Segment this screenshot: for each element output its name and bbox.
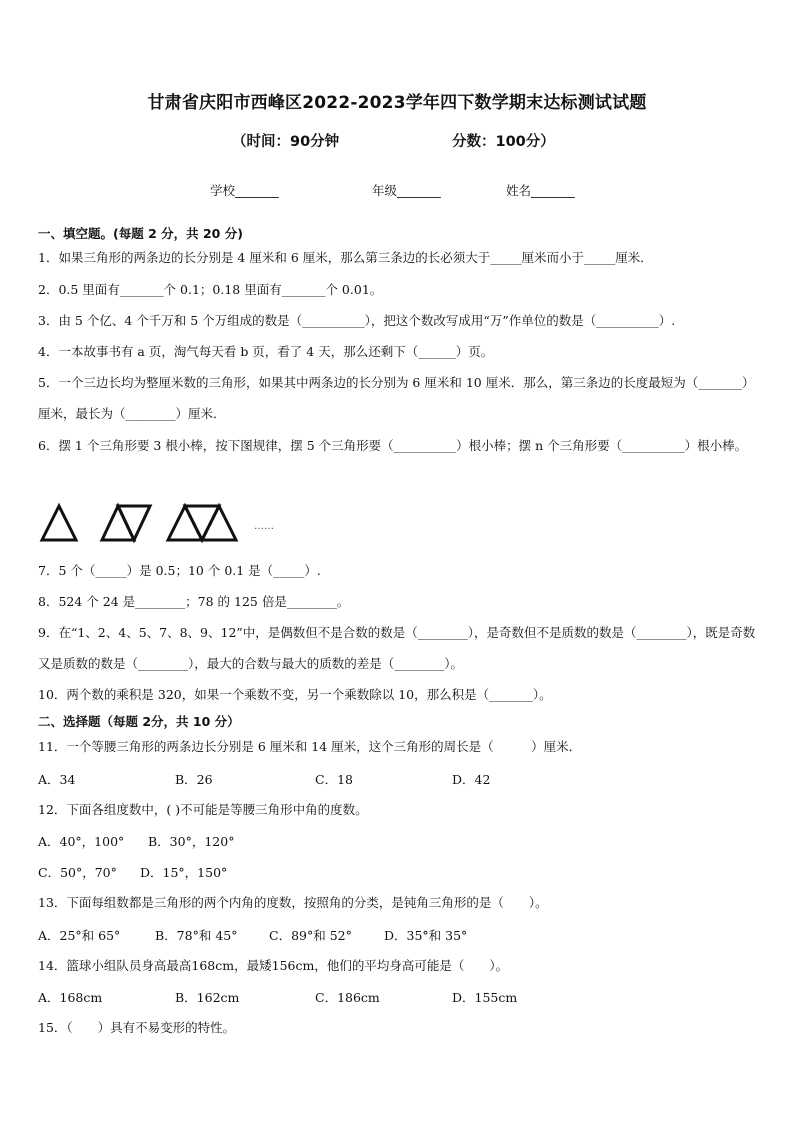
option-d[interactable]: D．15°，150° (140, 865, 228, 880)
option-c[interactable]: C．89°和 52° (269, 928, 352, 943)
question-5: 5．一个三边长均为整厘米数的三角形，如果其中两条边的长分别为 6 厘米和 10 厘米．那么，第三条边的长度最短为（_______）厘米，最长为（________）厘米． (38, 375, 755, 421)
page-title: 甘肃省庆阳市西峰区2022-2023学年四下数学期末达标测试试题 (147, 93, 647, 113)
question-13-options (38, 926, 758, 944)
question-3: 3．由 5 个亿、4 个千万和 5 个万组成的数是（__________），把这个数改写成用“万”作单位的数是（__________）. (38, 313, 676, 328)
question-13: 13．下面每组数都是三角形的两个内角的度数，按照角的分类，是钝角三角形的是（ ）。 (38, 895, 548, 910)
question-10: 10．两个数的乘积是 320，如果一个乘数不变，另一个乘数除以 10，那么积是（_______）。 (38, 687, 552, 702)
option-c[interactable]: C．186cm (315, 990, 380, 1005)
question-7: 7．5 个（_____）是 0.5；10 个 0.1 是（_____）. (38, 563, 321, 578)
question-11-options (38, 770, 758, 788)
section-choice-title: 二、选择题（每题 2分，共 10 分） (38, 714, 240, 729)
question-8: 8．524 个 24 是________；78 的 125 倍是________。 (38, 594, 350, 609)
option-b[interactable]: B．78°和 45° (155, 928, 238, 943)
exam-score: 分数：100分） (452, 134, 555, 150)
grade-field[interactable]: 年级_______ (372, 183, 441, 198)
option-b[interactable]: B．162cm (175, 990, 240, 1005)
question-2: 2．0.5 里面有_______个 0.1；0.18 里面有_______个 0.01。 (38, 282, 383, 297)
option-d[interactable]: D．155cm (452, 990, 518, 1005)
triangle-sticks-illustration (38, 500, 298, 546)
question-11: 11．一个等腰三角形的两条边长分别是 6 厘米和 14 厘米，这个三角形的周长是（ ）厘米． (38, 739, 582, 754)
question-12: 12．下面各组度数中，( )不可能是等腰三角形中角的度数。 (38, 802, 368, 817)
question-14: 14．篮球小组队员身高最高168cm，最矮156cm，他们的平均身高可能是（ ）。 (38, 958, 509, 973)
section-fill-in-title: 一、填空题。(每题 2 分，共 20 分) (38, 226, 243, 241)
option-a[interactable]: A．34 (38, 772, 76, 787)
question-14-options (38, 988, 758, 1006)
triangle-3b (185, 506, 219, 540)
option-b[interactable]: B．30°，120° (148, 834, 235, 849)
triangle-1 (42, 506, 76, 540)
triangle-2b (118, 506, 150, 540)
exam-time: （时间：90分钟 (232, 134, 340, 150)
option-a[interactable]: A．168cm (38, 990, 103, 1005)
option-a[interactable]: A．40°，100° (38, 834, 125, 849)
triangle-pattern-figure (38, 500, 298, 550)
triangle-2a (102, 506, 134, 540)
question-9: 9．在“1、2、4、5、7、8、9、12”中，是偶数但不是合数的数是（________），是奇数但不是质数的数是（________），既是奇数又是质数的数是（________），最大的合数与最大的质数的差是（________）。 (38, 625, 756, 671)
triangle-3c (202, 506, 236, 540)
option-d[interactable]: D．35°和 35° (384, 928, 468, 943)
school-field[interactable]: 学校_______ (210, 183, 279, 198)
option-c[interactable]: C．18 (315, 772, 353, 787)
option-a[interactable]: A．25°和 65° (38, 928, 121, 943)
option-d[interactable]: D．42 (452, 772, 491, 787)
question-6: 6．摆 1 个三角形要 3 根小棒，按下图规律，摆 5 个三角形要（__________）根小棒；摆 n 个三角形要（__________）根小棒。 (38, 438, 748, 453)
question-12-options-row1 (38, 832, 758, 850)
question-15: 15．（ ）具有不易变形的特性。 (38, 1020, 236, 1035)
question-12-options-row2 (38, 863, 758, 881)
question-4: 4．一本故事书有 a 页，淘气每天看 b 页，看了 4 天，那么还剩下（______）页。 (38, 344, 494, 359)
name-field[interactable]: 姓名_______ (506, 183, 575, 198)
option-c[interactable]: C．50°，70° (38, 865, 117, 880)
question-1: 1．如果三角形的两条边的长分别是 4 厘米和 6 厘米，那么第三条边的长必须大于_____厘米而小于_____厘米． (38, 250, 653, 265)
option-b[interactable]: B．26 (175, 772, 213, 787)
triangle-3a (168, 506, 202, 540)
pattern-ellipsis: …… (254, 521, 274, 532)
